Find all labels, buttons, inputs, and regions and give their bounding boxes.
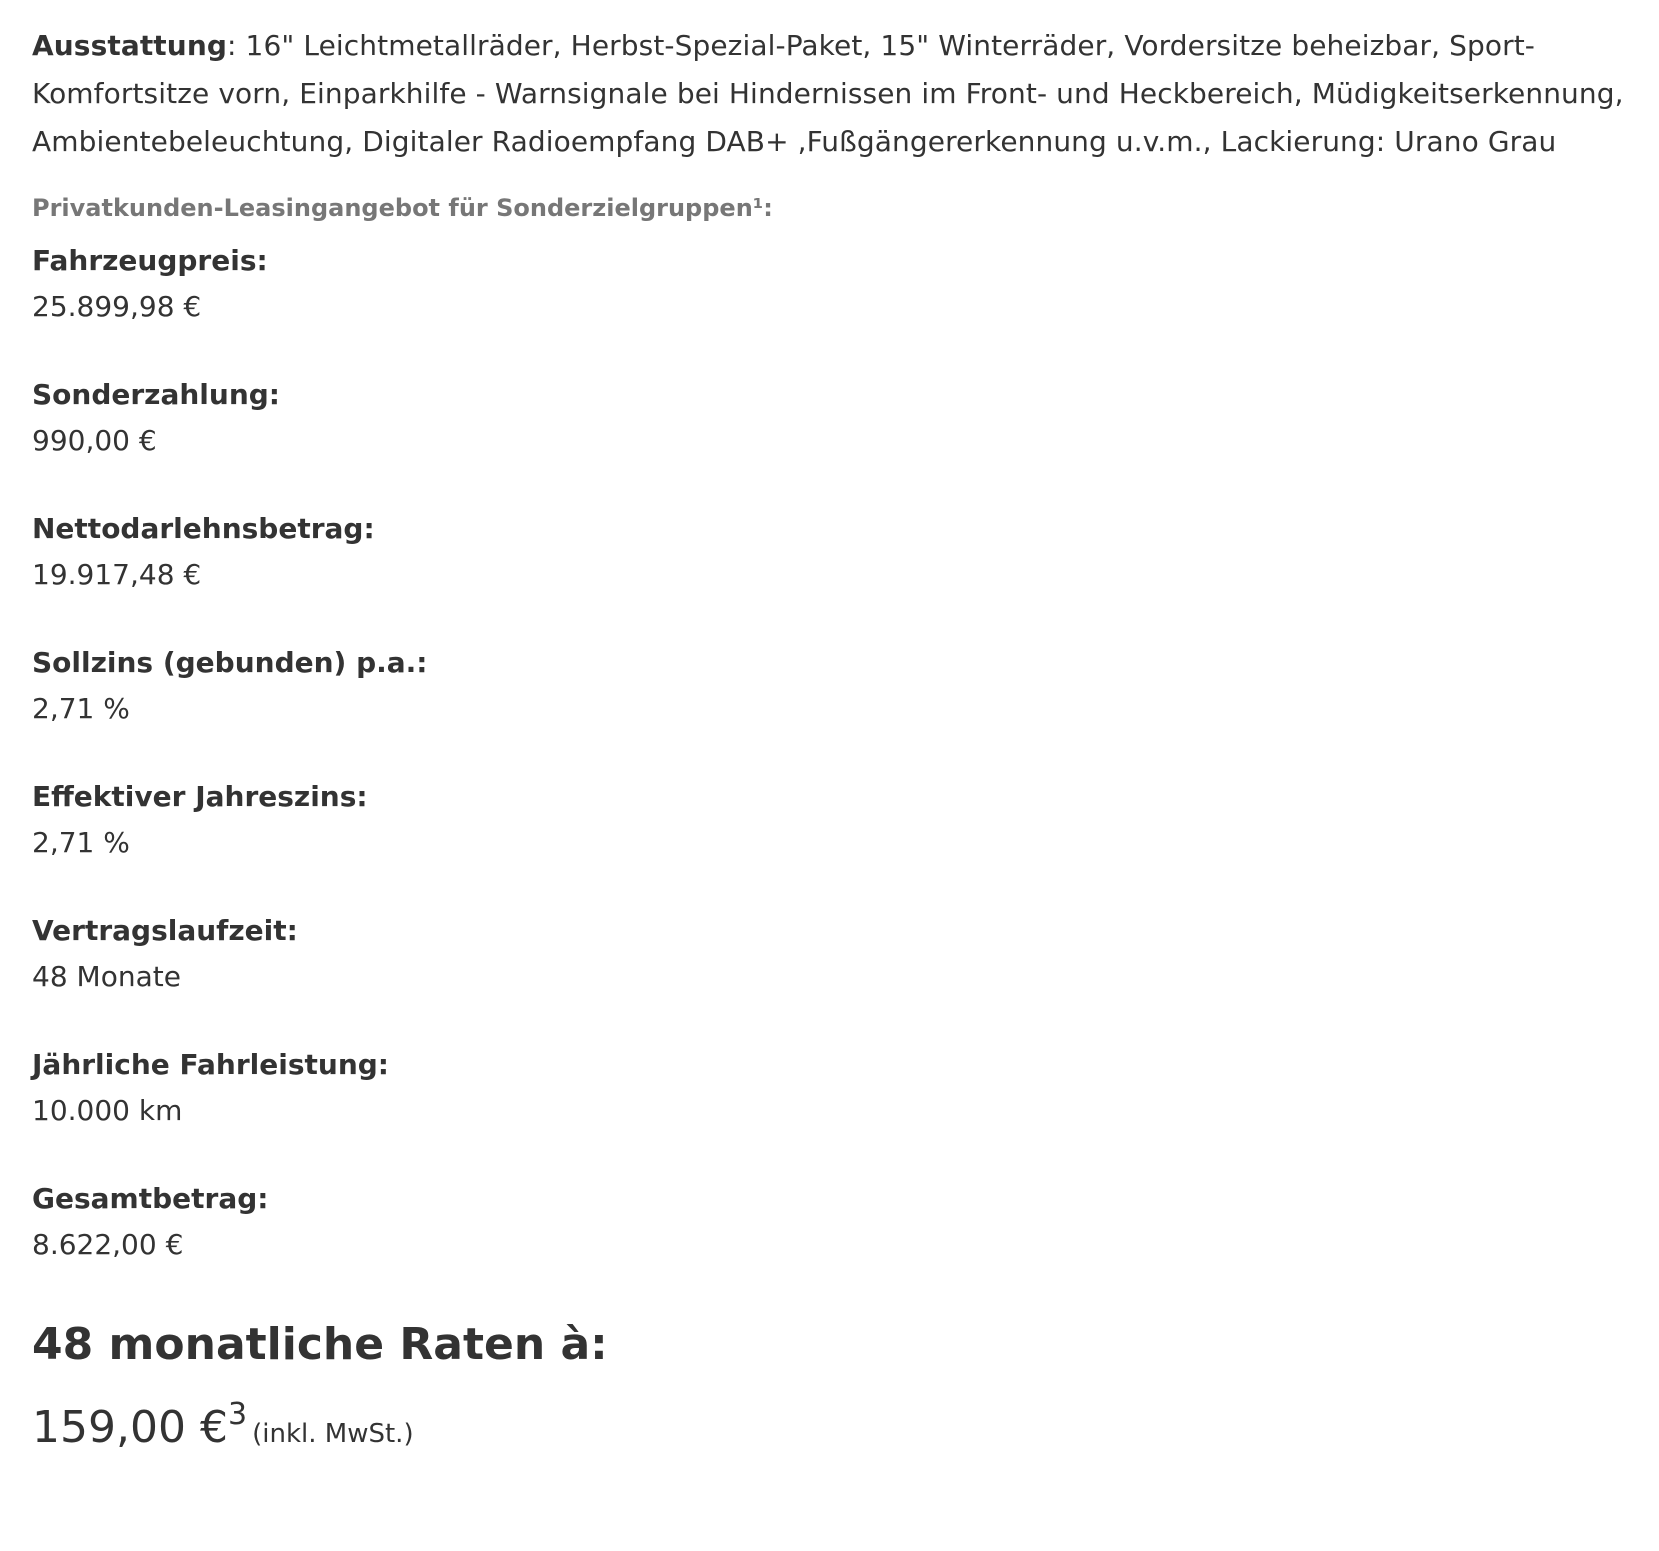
equipment-text: 16" Leichtmetallräder, Herbst-Spezial-Paket, 15" Winterräder, Vordersitze beheizbar, Sport-Komfortsitze vorn, Einparkhilfe - Warnsignale bei Hindernissen im Front- und Heckbereich, Müdigkeitserkennung, Ambientebeleuchtung, Digitaler Radioempfang DAB+ ,Fußgängererkennung u.v.m., Lackierung: Urano Grau xyxy=(32,29,1624,158)
equipment-label: Ausstattung xyxy=(32,29,227,62)
field-value: 2,71 % xyxy=(32,826,130,859)
field-net-loan-amount xyxy=(32,506,1627,598)
monthly-rate-footnote: 3 xyxy=(227,1397,248,1432)
field-label: Sonderzahlung: xyxy=(32,378,281,411)
equipment-separator: : xyxy=(227,29,237,62)
field-value: 19.917,48 € xyxy=(32,558,202,591)
monthly-rate-vat-note: (inkl. MwSt.) xyxy=(252,1419,414,1449)
field-label: Jährliche Fahrleistung: xyxy=(32,1048,389,1081)
field-down-payment xyxy=(32,372,1627,464)
field-annual-mileage xyxy=(32,1042,1627,1134)
field-value: 8.622,00 € xyxy=(32,1228,184,1261)
monthly-rate-title: 48 monatliche Raten à: xyxy=(32,1319,608,1370)
field-value: 25.899,98 € xyxy=(32,290,202,323)
field-label: Fahrzeugpreis: xyxy=(32,244,268,277)
monthly-rate xyxy=(32,1384,1627,1468)
equipment-paragraph xyxy=(32,22,1627,166)
field-value: 48 Monate xyxy=(32,960,181,993)
field-effective-rate xyxy=(32,774,1627,866)
field-total-amount xyxy=(32,1176,1627,1268)
field-label: Nettodarlehnsbetrag: xyxy=(32,512,375,545)
monthly-rate-value: 159,00 € xyxy=(32,1402,228,1453)
offer-heading: Privatkunden-Leasingangebot für Sonderzielgruppen¹: xyxy=(32,194,773,222)
field-label: Sollzins (gebunden) p.a.: xyxy=(32,646,428,679)
field-value: 990,00 € xyxy=(32,424,157,457)
field-contract-term xyxy=(32,908,1627,1000)
field-value: 2,71 % xyxy=(32,692,130,725)
field-value: 10.000 km xyxy=(32,1094,183,1127)
field-label: Effektiver Jahreszins: xyxy=(32,780,368,813)
field-borrowing-rate xyxy=(32,640,1627,732)
field-label: Vertragslaufzeit: xyxy=(32,914,298,947)
field-vehicle-price xyxy=(32,238,1627,330)
field-label: Gesamtbetrag: xyxy=(32,1182,269,1215)
